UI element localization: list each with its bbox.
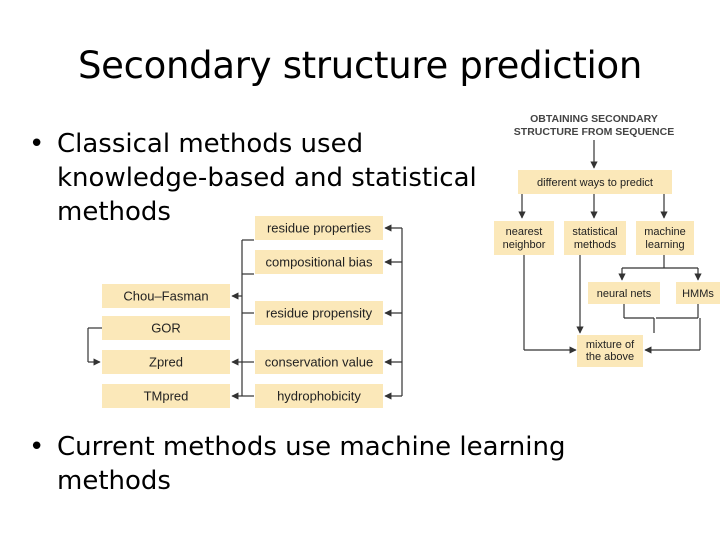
method-box-chou-fasman <box>102 284 230 308</box>
gor-zpred-link <box>88 328 102 362</box>
property-bracket <box>385 228 402 396</box>
bullet-text: Current methods use machine learning methods <box>57 432 566 496</box>
box-label: different ways to predict <box>537 177 653 189</box>
box-label: GOR <box>151 320 181 336</box>
property-box-compositional-bias <box>255 250 383 274</box>
method-box-gor <box>102 316 230 340</box>
method-box-tmpred <box>102 384 230 408</box>
box-label: residue properties <box>266 220 372 236</box>
box-label: Zpred <box>149 354 183 370</box>
box-label-line-1: nearest <box>505 226 543 238</box>
property-box-residue-propensity <box>255 301 383 325</box>
box-label: neural nets <box>596 288 652 300</box>
branch-box-nearest-neighbor <box>494 221 554 255</box>
header-line-2: STRUCTURE FROM SEQUENCE <box>513 126 675 138</box>
method-bracket <box>232 240 254 396</box>
box-label: residue propensity <box>265 305 373 321</box>
property-box-conservation-value <box>255 350 383 374</box>
box-label-line-2: the above <box>585 351 635 363</box>
leaf-box-neural-nets <box>588 282 660 304</box>
header-line-1: OBTAINING SECONDARY <box>530 113 658 125</box>
box-label: Chou–Fasman <box>123 288 209 304</box>
box-label-line-1: statistical <box>572 226 618 238</box>
box-label: hydrophobicity <box>277 388 361 404</box>
bullet-dot: • <box>29 129 45 159</box>
left-diagram <box>88 216 402 408</box>
leaf-box-mixture <box>577 335 643 367</box>
box-label-line-2: learning <box>645 239 685 251</box>
box-label: TMpred <box>143 388 189 404</box>
box-label: compositional bias <box>265 254 373 270</box>
leaf-box-hmms <box>676 282 720 304</box>
box-label-line-1: machine <box>644 226 686 238</box>
root-box <box>518 170 672 194</box>
slide-title: Secondary structure prediction <box>77 44 642 87</box>
branch-box-machine-learning <box>636 221 694 255</box>
box-label-line-2: neighbor <box>502 239 546 251</box>
bullet-dot: • <box>29 432 45 462</box>
right-diagram <box>494 113 720 367</box>
box-label-line-2: methods <box>573 239 617 251</box>
method-box-zpred <box>102 350 230 374</box>
box-label-line-1: mixture of <box>585 339 635 351</box>
bullet-text: Classical methods used knowledge-based and statistical methods <box>57 129 477 227</box>
property-box-hydrophobicity <box>255 384 383 408</box>
property-box-residue-properties <box>255 216 383 240</box>
branch-box-statistical-methods <box>564 221 626 255</box>
box-label: conservation value <box>264 354 374 370</box>
box-label: HMMs <box>682 288 714 300</box>
